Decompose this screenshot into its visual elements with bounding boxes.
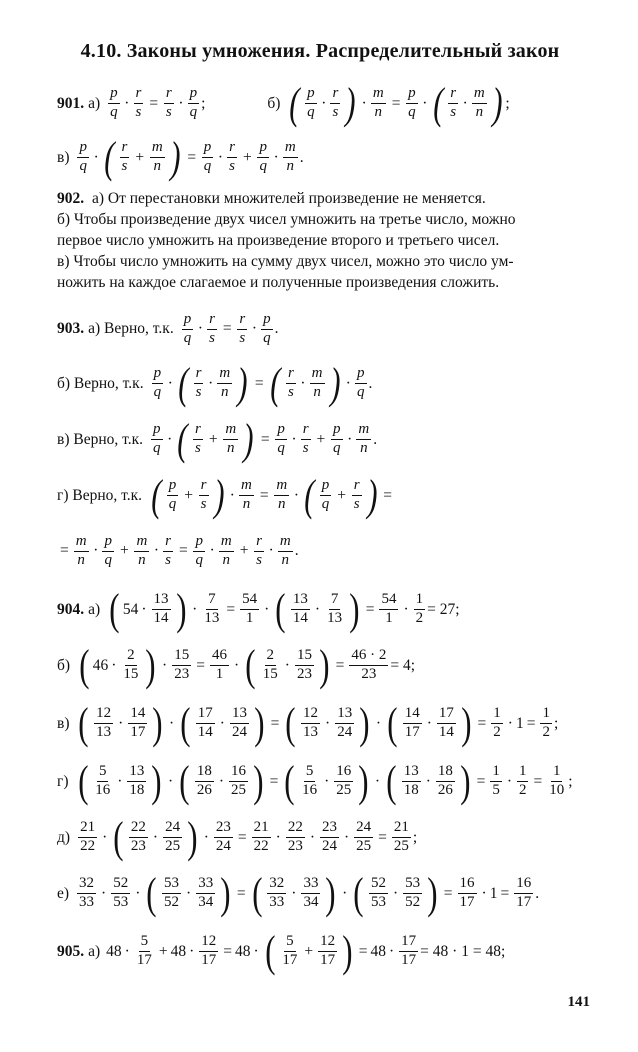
problem-904-a [57, 585, 592, 634]
formula-903d: ( $\frac{p}{q}$ + $\frac{r}{s}$ ) · $\frac{m}{n}$ = $\frac{m}{n}$ · ( $\frac{p}{q}$ + $\frac{r}{s}$ ) = [151, 471, 392, 520]
formula-903a: $\frac{p}{q}$ · $\frac{r}{s}$ = $\frac{r}{s}$ · $\frac{p}{q}$ . [183, 311, 279, 346]
formula-904c: ( $\frac{12}{13}$ · $\frac{14}{17}$ ) · ( $\frac{17}{14}$ · $\frac{13}{24}$ ) = ( $\frac{12}{13}$ · $\frac{13}{24}$ ) · ( $\frac{14}{17}$ · $\frac{17}{14}$ ) = $\frac{1}{2}$ · 1 = $\frac{1}{2}$ ; [78, 699, 559, 748]
part-label: е) [57, 884, 70, 902]
part-label: а) [88, 94, 101, 112]
page-number: 141 [567, 994, 590, 1010]
formula-903b: $\frac{p}{q}$ · ( $\frac{r}{s}$ · $\frac{m}{n}$ ) = ( $\frac{r}{s}$ · $\frac{m}{n}$ ) · $\frac{p}{q}$ . [153, 359, 373, 408]
result: = 27; [427, 600, 460, 618]
part-label: а) [88, 600, 101, 618]
problem-903-d [57, 471, 592, 520]
formula-905a: 48 · $\frac{5}{17}$ + 48 · $\frac{12}{17}$ = 48 · ( $\frac{5}{17}$ + $\frac{12}{17}$ ) = 48 · $\frac{17}{17}$ [106, 927, 417, 976]
formula-901a: $\frac{p}{q}$ · $\frac{r}{s}$ = $\frac{r}{s}$ · $\frac{p}{q}$ [110, 85, 198, 121]
part-label: б) Верно, т.к. [57, 374, 144, 392]
problem-903-d-cont [57, 534, 592, 569]
problem-901-line-1 [57, 79, 592, 128]
result: = 48 · 1 = 48; [420, 942, 506, 960]
problem-904-e [57, 813, 592, 862]
part-label: д) [57, 828, 71, 846]
part-label: а) [88, 942, 101, 960]
part-label: б) [267, 94, 281, 112]
part-label: в) Верно, т.к. [57, 430, 144, 448]
formula-903d-cont: = $\frac{m}{n}$ · $\frac{p}{q}$ + $\frac{m}{n}$ · $\frac{r}{s}$ = $\frac{p}{q}$ · $\frac{m}{n}$ + $\frac{r}{s}$ · $\frac{m}{n}$ . [60, 533, 299, 568]
formula-904f: $\frac{32}{33}$ · $\frac{52}{53}$ · ( $\frac{53}{52}$ · $\frac{33}{34}$ ) = ( $\frac{32}{33}$ · $\frac{33}{34}$ ) · ( $\frac{52}{53}$ · $\frac{53}{52}$ ) = $\frac{16}{17}$ · 1 = $\frac{16}{17}$ . [79, 869, 540, 918]
formula-904d: ( $\frac{5}{16}$ · $\frac{13}{18}$ ) · ( $\frac{18}{26}$ · $\frac{16}{25}$ ) = ( $\frac{5}{16}$ · $\frac{16}{25}$ ) · ( $\frac{13}{18}$ · $\frac{18}{26}$ ) = $\frac{1}{5}$ · $\frac{1}{2}$ = $\frac{1}{10}$ ; [77, 757, 573, 806]
punct: ; [201, 94, 206, 112]
text-line: а) От перестановки множителей произведение не меняется. [92, 190, 486, 207]
problem-904-number: 904. [57, 600, 85, 618]
part-label: а) Верно, т.к. [88, 320, 174, 338]
punct: . [299, 148, 304, 166]
problem-904-d [57, 757, 592, 806]
problem-901-number: 901. [57, 94, 85, 112]
part-label: в) [57, 148, 70, 166]
problem-901-line-2 [57, 133, 592, 182]
text-line: б) Чтобы произведение двух чисел умножить на третье число, можно [57, 211, 516, 228]
formula-903c: $\frac{p}{q}$ · ( $\frac{r}{s}$ + $\frac{m}{n}$ ) = $\frac{p}{q}$ · $\frac{r}{s}$ + $\frac{p}{q}$ · $\frac{m}{n}$ . [153, 415, 378, 464]
text-line: первое число умножить на произведение второго и третьего чисел. [57, 232, 500, 249]
problem-903-c [57, 415, 592, 464]
part-label: б) [57, 656, 71, 674]
section-heading: 4.10. Законы умножения. Распределительный закон [80, 40, 560, 62]
problem-904-f [57, 869, 592, 918]
result: = 4; [390, 656, 416, 674]
problem-904-b [57, 641, 592, 690]
problem-902-number: 902. [57, 190, 85, 207]
text-line: в) Чтобы число умножить на сумму двух чисел, можно это число ум- [57, 253, 514, 270]
formula-904b: ( 46 · $\frac{2}{15}$ ) · $\frac{15}{23}$ = $\frac{46}{1}$ · ( $\frac{2}{15}$ · $\frac{15}{23}$ ) = $\frac{46 \cdot 2}{23}$ [79, 641, 387, 690]
problem-905-number: 905. [57, 942, 85, 960]
punct: ; [505, 94, 510, 112]
formula-901c: $\frac{p}{q}$ · ( $\frac{r}{s}$ + $\frac{m}{n}$ ) = $\frac{p}{q}$ · $\frac{r}{s}$ + $\frac{p}{q}$ · $\frac{m}{n}$ [79, 133, 296, 182]
text-line: ножить на каждое слагаемое и полученные произведения сложить. [57, 274, 500, 291]
problem-902 [57, 188, 592, 293]
part-label: г) Верно, т.к. [57, 486, 143, 504]
problem-903-number: 903. [57, 320, 85, 338]
formula-901b: ( $\frac{p}{q}$ · $\frac{r}{s}$ ) · $\frac{m}{n}$ = $\frac{p}{q}$ · ( $\frac{r}{s}$ · $\frac{m}{n}$ ) [289, 79, 503, 128]
formula-904a: ( 54 · $\frac{13}{14}$ ) · $\frac{7}{13}$ = $\frac{54}{1}$ · ( $\frac{13}{14}$ · $\frac{7}{13}$ ) = $\frac{54}{1}$ · $\frac{1}{2}$ [109, 585, 424, 634]
problem-903-a [57, 312, 592, 347]
formula-904e: $\frac{21}{22}$ · ( $\frac{22}{23}$ · $\frac{24}{25}$ ) · $\frac{23}{24}$ = $\frac{21}{22}$ · $\frac{22}{23}$ · $\frac{23}{24}$ · $\frac{24}{25}$ = $\frac{21}{25}$ ; [80, 813, 418, 862]
part-label: в) [57, 714, 70, 732]
problem-903-b [57, 359, 592, 408]
problem-905-a [57, 927, 592, 976]
problem-904-c [57, 699, 592, 748]
part-label: г) [57, 772, 69, 790]
